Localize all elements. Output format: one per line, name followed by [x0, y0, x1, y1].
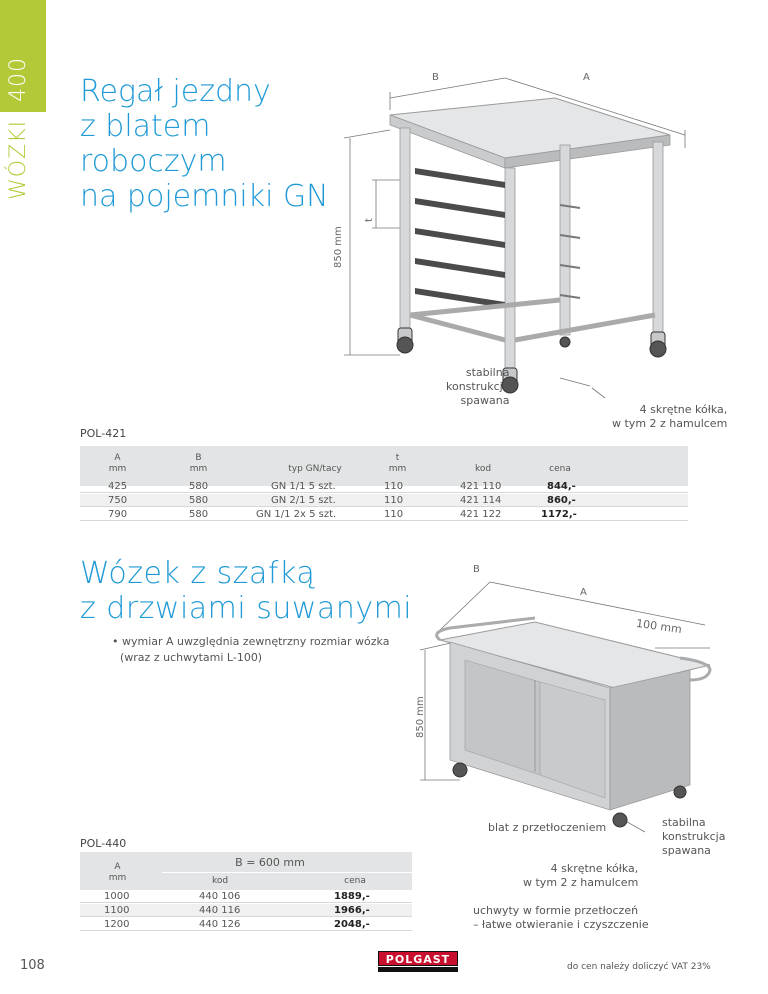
header-type: [265, 464, 365, 475]
cell-t: 110: [384, 495, 404, 506]
product2-dim-b: B: [473, 564, 480, 575]
section-tab: [0, 0, 46, 208]
header-a: [80, 453, 155, 475]
section-tab-number: 400: [6, 56, 31, 102]
product1-dim-a: A: [583, 72, 590, 83]
annotation-line: stabilna: [465, 366, 510, 379]
product1-dim-height: 850 mm: [333, 226, 344, 268]
product1-dim-b: B: [432, 72, 439, 83]
cell-code: 440 116: [199, 905, 241, 916]
header-unit: mm: [189, 464, 208, 474]
product2-dim-height: 850 mm: [415, 696, 426, 738]
cell-code: 421 122: [460, 509, 502, 520]
product2-bullet-note: [112, 634, 389, 666]
header-label: B = 600 mm: [235, 856, 305, 869]
cell-price: 1889,-: [334, 891, 370, 902]
annotation-line: spawana: [662, 844, 711, 857]
product1-annotation-stable: [446, 366, 509, 408]
header-code: [180, 876, 260, 887]
header-label: kod: [474, 464, 492, 474]
header-price: [520, 464, 600, 475]
header-t: [360, 453, 435, 475]
header-label: cena: [344, 876, 366, 886]
cell-type: GN 2/1 5 szt.: [271, 495, 336, 506]
header-group: [170, 857, 370, 868]
table-row: [80, 918, 412, 931]
cell-price: 844,-: [547, 481, 576, 492]
cell-type: GN 1/1 5 szt.: [271, 481, 336, 492]
header-price: [315, 876, 395, 887]
product2-dim-a: A: [580, 587, 587, 598]
cell-a: 750: [108, 495, 128, 506]
bullet-line: (wraz z uchwytami L-100): [120, 651, 263, 664]
cell-code: 440 126: [199, 919, 241, 930]
cell-b: 580: [189, 495, 209, 506]
product1-title-line: roboczym: [80, 144, 227, 179]
product1-title-line: Regał jezdny: [80, 74, 271, 109]
table-row: [80, 494, 688, 507]
product1-code: POL-421: [80, 427, 127, 440]
header-unit: mm: [108, 464, 127, 474]
cell-a: 1200: [104, 919, 130, 930]
header-label: cena: [549, 464, 571, 474]
product2-annotation-wheels: [523, 862, 638, 890]
logo-bar: [378, 967, 458, 972]
table-row: [80, 890, 412, 903]
bullet-line: • wymiar A uwzględnia zewnętrzny rozmiar wózka: [112, 635, 390, 648]
product1-title-line: na pojemniki GN: [80, 179, 329, 214]
product2-title-line: z drzwiami suwanymi: [80, 591, 413, 626]
cell-a: 790: [108, 509, 128, 520]
annotation-line: w tym 2 z hamulcem: [612, 417, 728, 430]
product1-annotation-wheels: [612, 403, 727, 431]
cell-code: 421 110: [460, 481, 502, 492]
cell-t: 110: [384, 509, 404, 520]
product2-annotation-handles: [473, 904, 649, 932]
product2-illustration: [410, 570, 730, 845]
cell-a: 425: [108, 481, 128, 492]
section-tab-label: [6, 57, 31, 200]
cell-code: 440 106: [199, 891, 241, 902]
cell-code: 421 114: [460, 495, 502, 506]
header-code: [443, 464, 523, 475]
table-row: [80, 904, 412, 917]
cell-t: 110: [384, 481, 404, 492]
product2-dim-handle: 100 mm: [635, 616, 683, 637]
annotation-line: 4 skrętne kółka,: [639, 403, 728, 416]
header-unit: mm: [108, 873, 127, 883]
annotation-line: spawana: [460, 394, 510, 407]
product1-dim-t: t: [364, 218, 375, 222]
annotation-line: stabilna: [662, 816, 706, 829]
cell-a: 1000: [104, 891, 130, 902]
product2-code: POL-440: [80, 837, 127, 850]
annotation-line: – łatwe otwieranie i czyszczenie: [473, 918, 649, 931]
product1-title: [80, 74, 329, 214]
product2-annotation-stable: [662, 816, 725, 858]
vat-note: do cen należy doliczyć VAT 23%: [567, 962, 711, 972]
product1-table: [80, 446, 688, 526]
annotation-line: 4 skrętne kółka,: [550, 862, 639, 875]
cell-price: 2048,-: [334, 919, 370, 930]
logo-text: POLGAST: [378, 951, 458, 966]
cell-price: 1966,-: [334, 905, 370, 916]
cell-price: 860,-: [547, 495, 576, 506]
table-row: [80, 508, 688, 521]
header-a: [80, 862, 155, 884]
header-unit: mm: [388, 464, 407, 474]
annotation-line: konstrukcja: [446, 380, 510, 393]
table-row: [80, 480, 688, 493]
annotation-line: konstrukcja: [662, 830, 726, 843]
cell-price: 1172,-: [541, 509, 577, 520]
header-label: A: [114, 862, 121, 872]
page-number: 108: [20, 958, 45, 973]
cell-type: GN 1/1 2x 5 szt.: [256, 509, 337, 520]
header-label: A: [114, 453, 121, 463]
header-label: typ GN/tacy: [288, 464, 342, 474]
annotation-line: uchwyty w formie przetłoczeń: [473, 904, 639, 917]
product2-table: [80, 852, 412, 938]
product2-annotation-top: blat z przetłoczeniem: [488, 821, 607, 834]
product1-title-line: z blatem: [80, 109, 211, 144]
header-label: t: [395, 453, 400, 463]
product2-title: [80, 556, 412, 626]
header-label: B: [195, 453, 202, 463]
product2-title-line: Wózek z szafką: [80, 556, 316, 591]
cell-a: 1100: [104, 905, 130, 916]
annotation-line: w tym 2 z hamulcem: [523, 876, 639, 889]
header-b: [161, 453, 236, 475]
section-tab-word: WÓZKI: [6, 119, 31, 200]
header-label: kod: [211, 876, 229, 886]
product1-illustration: [330, 60, 730, 405]
cell-b: 580: [189, 481, 209, 492]
polgast-logo: [378, 951, 458, 975]
cell-b: 580: [189, 509, 209, 520]
header-divider: [162, 872, 412, 873]
